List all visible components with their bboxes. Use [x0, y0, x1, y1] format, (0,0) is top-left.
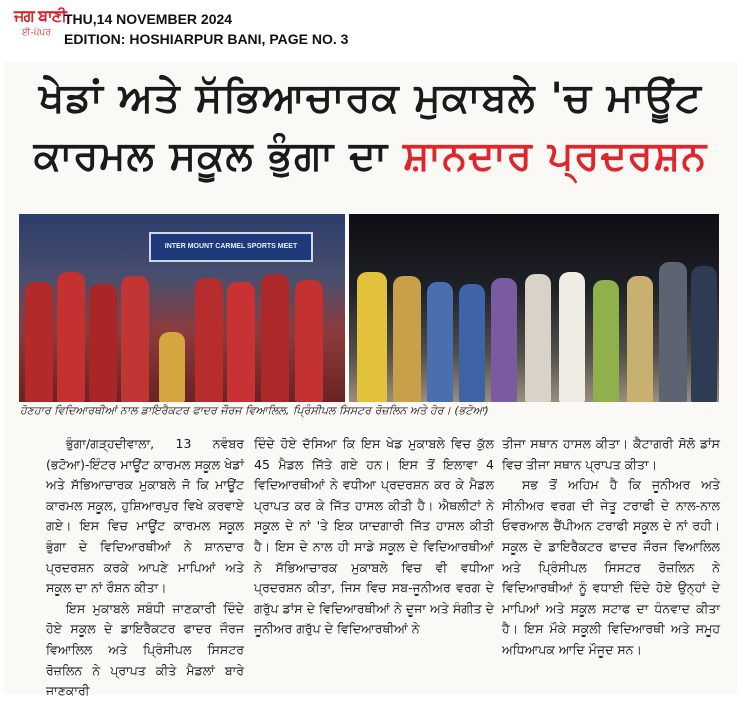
student-figure	[357, 272, 387, 402]
student-figure	[57, 272, 85, 402]
student-figure	[89, 284, 117, 402]
student-figure	[691, 266, 717, 402]
edition-info	[64, 9, 348, 49]
student-figure	[491, 278, 517, 402]
student-figure	[121, 276, 149, 402]
student-figure	[593, 280, 619, 402]
event-banner	[149, 232, 313, 262]
jagbani-logo	[14, 6, 66, 52]
masthead	[0, 0, 741, 62]
article-paragraph: ਤੀਜਾ ਸਥਾਨ ਹਾਸਲ ਕੀਤਾ। ਕੈਟਾਗਰੀ ਸੋਲੋ ਡਾਂਸ ਵਿਚ ਤੀਜਾ ਸਥਾਨ ਪ੍ਰਾਪਤ ਕੀਤਾ।	[502, 436, 720, 472]
student-figure	[195, 278, 223, 402]
student-figure	[393, 276, 421, 402]
edition-label: EDITION: HOSHIARPUR BANI, PAGE NO. 3	[64, 31, 349, 47]
article-paragraph: ਦਿੰਦੇ ਹੋਏ ਦੱਸਿਆ ਕਿ ਇਸ ਖੇਡ ਮੁਕਾਬਲੇ ਵਿਚ ਕੁੱਲ 45 ਮੈਡਲ ਜਿੱਤੇ ਗਏ ਹਨ। ਇਸ ਤੋਂ ਇਲਾਵਾ 4 ਵਿਦਿਆਰਥੀਆਂ ਨੇ ਵਧੀਆ ਪ੍ਰਦਰਸ਼ਨ ਕਰ ਕੇ ਮੈਡਲ ਪ੍ਰਾਪਤ ਕਰ ਕੇ ਜਿੱਤ ਹਾਸਲ ਕੀਤੀ ਹੈ। ਐਥਲੀਟਾਂ ਨੇ ਸਕੂਲ ਦੇ ਨਾਂ 'ਤੇ ਇਕ ਯਾਦਗਾਰੀ ਜਿੱਤ ਹਾਸਲ ਕੀਤੀ ਹੈ। ਇਸ ਦੇ ਨਾਲ ਹੀ ਸਾਡੇ ਸਕੂਲ ਦੇ ਵਿਦਿਆਰਥੀਆਂ ਨੇ ਸੱਭਿਆਚਾਰਕ ਮੁਕਾਬਲੇ ਵਿਚ ਵੀ ਵਧੀਆ ਪ੍ਰਦਰਸ਼ਨ ਕੀਤਾ, ਜਿਸ ਵਿਚ ਸਬ-ਜੂਨੀਅਰ ਵਰਗ ਦੇ ਗਰੁੱਪ ਡਾਂਸ ਦੇ ਵਿਦਿਆਰਥੀਆਂ ਨੇ ਦੂਜਾ ਅਤੇ ਸੰਗੀਤ ਦੇ ਜੂਨੀਅਰ ਗਰੁੱਪ ਦੇ ਵਿਦਿਆਰਥੀਆਂ ਨੇ	[254, 436, 494, 637]
photo-sports-team	[19, 214, 345, 402]
student-figure	[525, 274, 551, 402]
article-column-1	[46, 434, 244, 702]
photo-caption: ਹੋਣਹਾਰ ਵਿਦਿਆਰਥੀਆਂ ਨਾਲ ਡਾਇਰੈਕਟਰ ਫਾਦਰ ਜੌਰਜ ਵਿਆਲਿਲ, ਪ੍ਰਿੰਸੀਪਲ ਸਿਸਟਰ ਰੋਜ਼ਲਿਨ ਅਤੇ ਹੋਰ। (ਭਟੋਆ)	[20, 404, 489, 417]
logo-subtext: ਈ-ਪੇਪਰ	[22, 28, 51, 38]
logo-text: ਜਗ ਬਾਣੀ	[14, 6, 66, 25]
article-paragraph: ਸਭ ਤੋਂ ਅਹਿਮ ਹੈ ਕਿ ਜੂਨੀਅਰ ਅਤੇ ਸੀਨੀਅਰ ਵਰਗ ਦੀ ਜੇਤੂ ਟਰਾਫੀ ਦੇ ਨਾਲ-ਨਾਲ ਓਵਰਆਲ ਚੈਂਪੀਅਨ ਟਰਾਫੀ ਸਕੂਲ ਦੇ ਨਾਂ ਰਹੀ। ਸਕੂਲ ਦੇ ਡਾਇਰੈਕਟਰ ਫਾਦਰ ਜੌਰਜ ਵਿਆਲਿਲ ਅਤੇ ਪ੍ਰਿੰਸੀਪਲ ਸਿਸਟਰ ਰੋਜ਼ਲਿਨ ਨੇ ਵਿਦਿਆਰਥੀਆਂ ਨੂੰ ਵਧਾਈ ਦਿੰਦੇ ਹੋਏ ਉਨ੍ਹਾਂ ਦੇ ਮਾਪਿਆਂ ਅਤੇ ਸਕੂਲ ਸਟਾਫ ਦਾ ਧੰਨਵਾਦ ਕੀਤਾ ਹੈ। ਇਸ ਮੌਕੇ ਸਕੂਲੀ ਵਿਦਿਆਰਥੀ ਅਤੇ ਸਮੂਹ ਅਧਿਆਪਕ ਆਦਿ ਮੌਜੂਦ ਸਨ।	[502, 477, 720, 657]
student-figure	[459, 284, 485, 402]
article-paragraph: ਭੁੰਗਾ/ਗੜ੍ਹਦੀਵਾਲਾ, 13 ਨਵੰਬਰ (ਭਟੋਆ)-ਇੰਟਰ ਮਾਊਂਟ ਕਾਰਮਲ ਸਕੂਲ ਖੇਡਾਂ ਅਤੇ ਸੱਭਿਆਚਾਰਕ ਮੁਕਾਬਲੇ ਜੋ ਕਿ ਮਾਊਂਟ ਕਾਰਮਲ ਸਕੂਲ, ਹੁਸ਼ਿਆਰਪੁਰ ਵਿਖੇ ਕਰਵਾਏ ਗਏ। ਇਸ ਵਿਚ ਮਾਊਂਟ ਕਾਰਮਲ ਸਕੂਲ ਭੁੰਗਾ ਦੇ ਵਿਦਿਆਰਥੀਆਂ ਨੇ ਸ਼ਾਨਦਾਰ ਪ੍ਰਦਰਸ਼ਨ ਕਰਕੇ ਆਪਣੇ ਮਾਪਿਆਂ ਅਤੇ ਸਕੂਲ ਦਾ ਨਾਂ ਰੌਸ਼ਨ ਕੀਤਾ।	[46, 436, 244, 596]
article-column-2	[254, 434, 494, 640]
student-figure	[261, 274, 289, 402]
event-banner-text: INTER MOUNT CARMEL SPORTS MEET	[164, 243, 298, 250]
student-figure	[295, 280, 323, 402]
news-photos	[19, 214, 719, 402]
student-figure	[427, 282, 453, 402]
headline-line-2	[0, 128, 741, 184]
publication-date: THU,14 NOVEMBER 2024	[64, 11, 233, 27]
photo-cultural-winners	[349, 214, 719, 402]
headline-line-2-black: ਕਾਰਮਲ ਸਕੂਲ ਭੁੰਗਾ ਦਾ	[33, 133, 403, 179]
student-figure	[227, 282, 255, 402]
article-column-3	[502, 434, 720, 661]
article-paragraph: ਇਸ ਮੁਕਾਬਲੇ ਸਬੰਧੀ ਜਾਣਕਾਰੀ ਦਿੰਦੇ ਹੋਏ ਸਕੂਲ ਦੇ ਡਾਇਰੈਕਟਰ ਫਾਦਰ ਜੌਰਜ ਵਿਆਲਿਲ ਅਤੇ ਪ੍ਰਿੰਸੀਪਲ ਸਿਸਟਰ ਰੋਜ਼ਲਿਨ ਨੇ ਪ੍ਰਾਪਤ ਕੀਤੇ ਮੈਡਲਾਂ ਬਾਰੇ ਜਾਣਕਾਰੀ	[46, 600, 244, 699]
student-figure	[659, 262, 687, 402]
headline-highlight: ਸ਼ਾਨਦਾਰ ਪ੍ਰਦਰਸ਼ਨ	[403, 133, 708, 179]
headline-line-1: ਖੇਡਾਂ ਅਤੇ ਸੱਭਿਆਚਾਰਕ ਮੁਕਾਬਲੇ 'ਚ ਮਾਊਂਟ	[39, 75, 702, 121]
student-figure	[159, 332, 185, 402]
student-figure	[627, 276, 653, 402]
student-figure	[25, 282, 53, 402]
student-figure	[559, 272, 585, 402]
